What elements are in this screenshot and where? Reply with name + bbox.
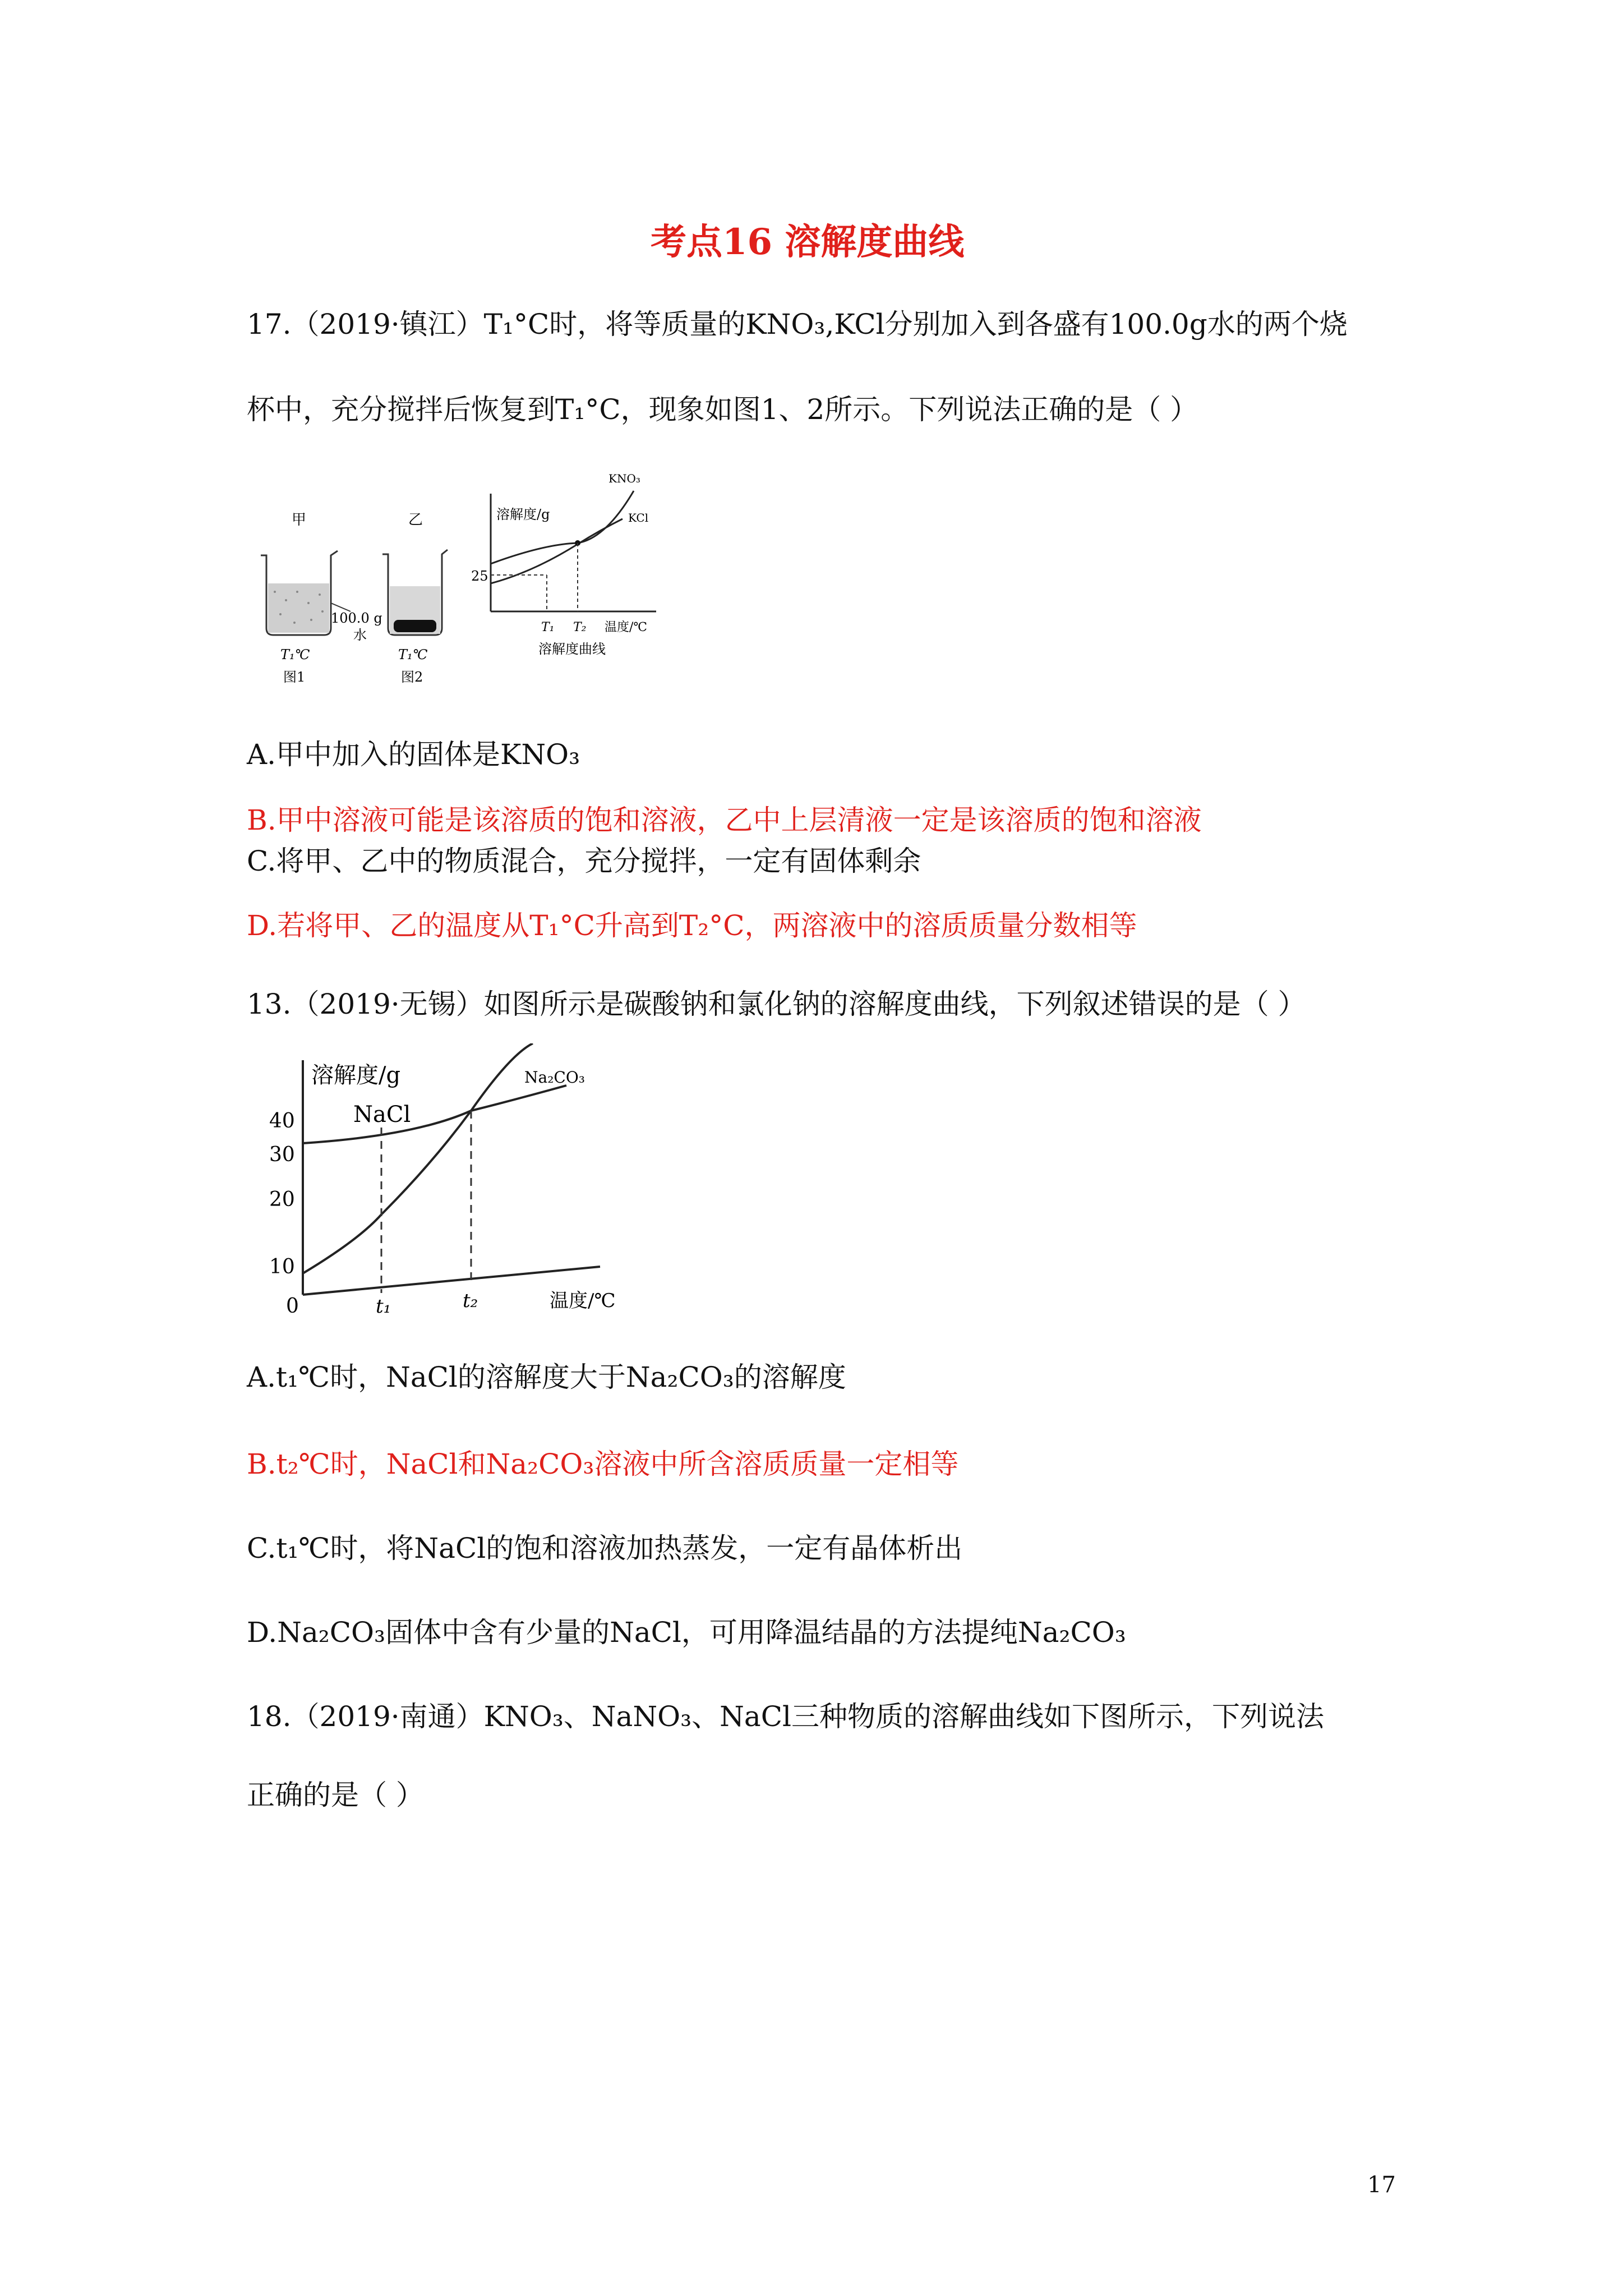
q17-figure: [241, 460, 679, 696]
beaker1-temp: T₁℃: [280, 647, 310, 662]
q13-chart: [247, 1043, 628, 1324]
q17-option-a: A.甲中加入的固体是KNO₃: [247, 738, 580, 771]
page-number: 17: [1367, 2172, 1396, 2198]
fig2-caption: 图2: [401, 669, 423, 685]
beaker1-label: 甲: [292, 512, 307, 528]
q17-option-b: B.甲中溶液可能是该溶质的饱和溶液，乙中上层清液一定是该溶质的饱和溶液: [247, 804, 1202, 836]
q13-ylabel: 溶解度/g: [311, 1062, 401, 1088]
q17-xt2: T₂: [573, 620, 587, 634]
q13-xtick-t1: t₁: [376, 1295, 391, 1318]
beaker2-temp: T₁℃: [398, 647, 428, 662]
q17-ylabel: 溶解度/g: [496, 507, 550, 522]
q13-option-c: C.t₁℃时，将NaCl的饱和溶液加热蒸发，一定有晶体析出: [247, 1532, 963, 1565]
curve-kcl: [491, 519, 623, 583]
q17-caption: 溶解度曲线: [538, 641, 606, 657]
curve-nacl: [303, 1085, 566, 1143]
q18-stem-line2: 正确的是（ ）: [247, 1779, 424, 1811]
beaker1-solution: [268, 583, 329, 633]
beaker2-label: 乙: [408, 512, 423, 528]
q13-option-a: A.t₁℃时，NaCl的溶解度大于Na₂CO₃的溶解度: [247, 1361, 846, 1393]
q13-label-na2co3: Na₂CO₃: [524, 1068, 585, 1087]
q13-label-nacl: NaCl: [353, 1102, 411, 1128]
q17-xt1: T₁: [541, 620, 555, 634]
q17-stem-line1: 17.（2019·镇江）T₁°C时，将等质量的KNO₃,KCl分别加入到各盛有100.0g水的两个烧: [247, 308, 1348, 341]
q13-xtick-t2: t₂: [463, 1290, 478, 1312]
q13-xlabel: 温度/℃: [550, 1290, 616, 1312]
water-label: 水: [353, 627, 367, 643]
q13-ytick-30: 30: [269, 1143, 295, 1166]
fig1-caption: 图1: [283, 669, 306, 685]
q17-option-c: C.将甲、乙中的物质混合，充分搅拌，一定有固体剩余: [247, 845, 921, 877]
beaker2-solid: [394, 620, 436, 632]
q17-xlabel: 温度/℃: [605, 620, 648, 634]
q13-option-d: D.Na₂CO₃固体中含有少量的NaCl，可用降温结晶的方法提纯Na₂CO₃: [247, 1616, 1126, 1649]
label-kcl: KCl: [628, 511, 649, 524]
label-kno3: KNO₃: [608, 472, 640, 485]
q18-stem-line1: 18.（2019·南通）KNO₃、NaNO₃、NaCl三种物质的溶解曲线如下图所示，下列说法: [247, 1700, 1324, 1733]
water-amount: 100.0 g: [331, 610, 382, 626]
q13-ytick-0: 0: [286, 1295, 299, 1318]
q13-ytick-40: 40: [269, 1110, 295, 1133]
q13-ytick-20: 20: [269, 1188, 295, 1211]
q17-option-d: D.若将甲、乙的温度从T₁°C升高到T₂°C，两溶液中的溶质质量分数相等: [247, 909, 1137, 942]
q13-ytick-10: 10: [269, 1255, 295, 1278]
page-title: 考点16 溶解度曲线: [651, 221, 965, 263]
q13-axes: [303, 1060, 600, 1295]
q17-stem-line2: 杯中，充分搅拌后恢复到T₁°C，现象如图1、2所示。下列说法正确的是（ ）: [247, 393, 1198, 426]
q13-option-b: B.t₂℃时，NaCl和Na₂CO₃溶液中所含溶质质量一定相等: [247, 1448, 959, 1480]
q13-stem: 13.（2019·无锡）如图所示是碳酸钠和氯化钠的溶解度曲线，下列叙述错误的是（ ）: [247, 988, 1306, 1020]
q17-y25: 25: [471, 568, 488, 584]
